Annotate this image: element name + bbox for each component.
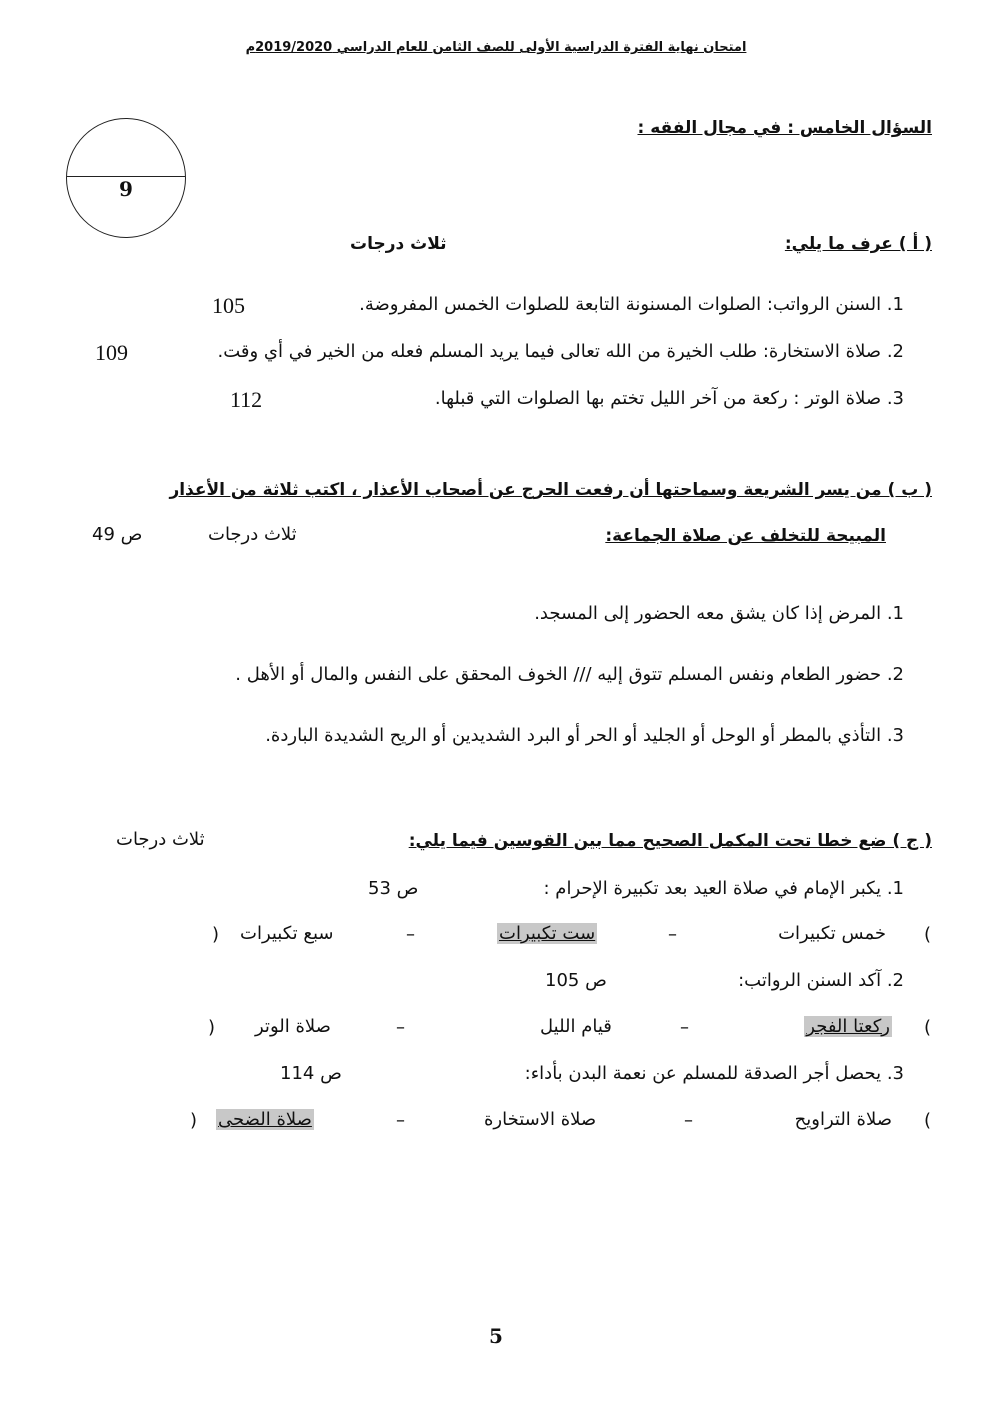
option-1-1: خمس تكبيرات bbox=[778, 923, 886, 944]
option-1-2-correct bbox=[497, 923, 597, 944]
section-a-marks: ثلاث درجات bbox=[350, 234, 447, 254]
option-2-1-correct bbox=[804, 1016, 892, 1037]
correct-answer-highlight: صلاة الضحى bbox=[218, 1109, 312, 1130]
section-a-page-2: 109 bbox=[95, 340, 128, 365]
option-2-2: قيام الليل bbox=[540, 1016, 612, 1037]
section-c-marks: ثلاث درجات bbox=[116, 829, 205, 850]
section-b-line-1: ( ب ) من يسر الشريعة وسماحتها أن رفعت الحرج عن أصحاب الأعذار ، اكتب ثلاثة من الأعذار bbox=[169, 480, 932, 500]
dash: – bbox=[668, 924, 677, 945]
section-b-item-1: 1. المرض إذا كان يشق معه الحضور إلى المسجد. bbox=[534, 603, 904, 624]
open-paren: ( bbox=[924, 1110, 932, 1131]
section-a-item-1: 1. السنن الرواتب: الصلوات المسنونة التابعة للصلوات الخمس المفروضة. bbox=[359, 294, 904, 315]
option-3-1: صلاة التراويح bbox=[794, 1109, 892, 1130]
correct-answer-highlight: ست تكبيرات bbox=[499, 923, 596, 944]
section-a-item-3: 3. صلاة الوتر : ركعة من آخر الليل تختم بها الصلوات التي قبلها. bbox=[434, 388, 904, 409]
section-a-page-3: 112 bbox=[230, 387, 263, 412]
close-paren: ) bbox=[208, 1017, 216, 1038]
section-c-page-ref-2: ص 105 bbox=[545, 970, 607, 991]
page-number: 5 bbox=[489, 1324, 503, 1348]
section-b-item-3: 3. التأذي بالمطر أو الوحل أو الجليد أو الحر أو البرد الشديدين أو الريح الشديدة الباردة. bbox=[265, 725, 904, 746]
section-b-item-2: 2. حضور الطعام ونفس المسلم تتوق إليه /// الخوف المحقق على النفس والمال أو الأهل . bbox=[235, 664, 904, 685]
open-paren: ( bbox=[924, 1017, 932, 1038]
section-a-title: ( أ ) عرف ما يلي: bbox=[784, 234, 932, 254]
section-a-page-1: 105 bbox=[212, 293, 245, 318]
dash: – bbox=[396, 1110, 405, 1131]
score-value: 9 bbox=[119, 177, 133, 201]
section-c-page-ref-1: ص 53 bbox=[368, 878, 419, 899]
open-paren: ( bbox=[924, 924, 932, 945]
section-c-title: ( ج ) ضع خطا تحت المكمل الصحيح مما بين القوسين فيما يلي: bbox=[408, 831, 932, 851]
section-a-item-2: 2. صلاة الاستخارة: طلب الخيرة من الله تعالى فيما يريد المسلم فعله من الخير في أي وقت. bbox=[217, 341, 904, 362]
question-title: السؤال الخامس : في مجال الفقه : bbox=[637, 118, 932, 138]
option-1-3: سبع تكبيرات bbox=[240, 923, 334, 944]
dash: – bbox=[396, 1017, 405, 1038]
section-b-page-ref: ص 49 bbox=[92, 524, 143, 545]
option-3-2: صلاة الاستخارة bbox=[484, 1109, 597, 1130]
dash: – bbox=[684, 1110, 693, 1131]
dash: – bbox=[680, 1017, 689, 1038]
exam-header: امتحان نهاية الفترة الدراسية الأولى للصف الثامن للعام الدراسي 2019/2020م bbox=[245, 40, 747, 55]
score-circle bbox=[66, 118, 186, 238]
correct-answer-highlight: ركعتا الفجر bbox=[806, 1016, 890, 1037]
close-paren: ) bbox=[190, 1110, 198, 1131]
section-c-question-3: 3. يحصل أجر الصدقة للمسلم عن نعمة البدن بأداء: bbox=[524, 1063, 904, 1084]
close-paren: ) bbox=[212, 924, 220, 945]
dash: – bbox=[406, 924, 415, 945]
option-3-3-correct bbox=[216, 1109, 314, 1130]
section-c-question-1: 1. يكبر الإمام في صلاة العيد بعد تكبيرة الإحرام : bbox=[543, 878, 904, 899]
section-c-page-ref-3: ص 114 bbox=[280, 1063, 342, 1084]
section-b-marks: ثلاث درجات bbox=[208, 524, 297, 545]
option-2-3: صلاة الوتر bbox=[255, 1016, 331, 1037]
section-c-question-2: 2. آكد السنن الرواتب: bbox=[738, 970, 904, 991]
section-b-line-2: المبيحة للتخلف عن صلاة الجماعة: bbox=[605, 526, 886, 546]
